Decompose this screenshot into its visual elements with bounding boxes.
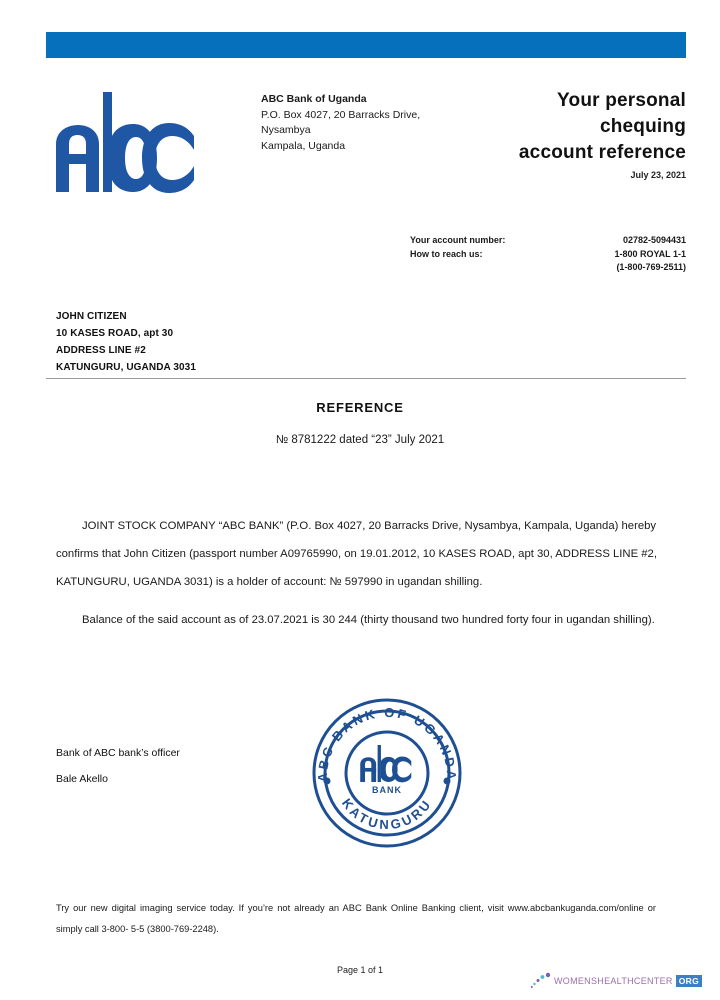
footer-note: Try our new digital imaging service today. If you’re not already an ABC Bank Online Banking client, visit www.abcbankuganda.com/online or simply call 3-800- 5-5 (3800-769-2248). [56, 903, 656, 934]
recipient-line-2: ADDRESS LINE #2 [56, 345, 146, 356]
stamp-bottom-arc-text: KATUNGURU [338, 795, 436, 833]
account-number-label: Your account number: [410, 235, 506, 245]
recipient-name: JOHN CITIZEN [56, 311, 127, 322]
bank-address-line-1: P.O. Box 4027, 20 Barracks Drive, [261, 108, 421, 121]
reach-us-row [410, 248, 686, 262]
watermark-badge: ORG [676, 975, 702, 987]
officer-title: Bank of ABC bank’s officer [56, 747, 180, 759]
watermark-text: WOMENSHEALTHCENTER [553, 976, 673, 986]
body-paragraph-1: JOINT STOCK COMPANY “ABC BANK” (P.O. Box 4027, 20 Barracks Drive, Nysambya, Kampala, Uganda) hereby confirms that John Citizen (passport number A09765990, on 19.01.2012, 10 KASES ROAD, apt 30, ADDRESS LINE #2, KATUNGURU, UGANDA 3031) is a holder of account: № 597990 in ugandan shilling. [56, 520, 657, 588]
page-number: Page 1 of 1 [336, 965, 384, 975]
document-title-line-1: Your personal [557, 90, 686, 111]
svg-text:ABC BANK OF UGANDA [315, 705, 459, 783]
officer-name: Bale Akello [56, 773, 108, 785]
stamp-top-arc-text: ABC BANK OF UGANDA [314, 704, 460, 783]
bank-stamp-icon [305, 693, 469, 853]
bank-address-line-2: Nysambya [261, 124, 311, 136]
header-divider [46, 378, 686, 379]
reference-heading: REFERENCE [316, 400, 404, 415]
signature-block [56, 740, 180, 792]
bank-name: ABC Bank of Uganda [261, 93, 367, 105]
reach-us-label: How to reach us: [410, 248, 483, 259]
account-number-row [410, 234, 686, 248]
recipient-address-block [56, 308, 196, 376]
watermark-dots-icon [530, 972, 552, 990]
issue-date: July 23, 2021 [630, 170, 686, 180]
abc-bank-logo-icon [50, 92, 200, 197]
account-number-value: 02782-5094431 [622, 235, 686, 245]
document-body [56, 512, 680, 634]
body-paragraph-2: Balance of the said account as of 23.07.2021 is 30 244 (thirty thousand two hundred forty four in ugandan shilling). [82, 614, 655, 626]
bank-address-line-3: Kampala, Uganda [261, 139, 346, 152]
reach-us-value: 1-800 ROYAL 1-1 [614, 248, 686, 259]
document-title-block [426, 88, 686, 180]
recipient-line-3: KATUNGURU, UGANDA 3031 [56, 362, 196, 373]
header-accent-bar [46, 32, 686, 58]
site-watermark [530, 970, 702, 992]
reach-us-alt-number: (1-800-769-2511) [616, 262, 686, 272]
document-title-line-2: chequing [599, 116, 686, 137]
document-title-line-3: account reference [518, 142, 686, 163]
account-info-block [410, 234, 686, 275]
recipient-line-1: 10 KASES ROAD, apt 30 [56, 328, 174, 339]
stamp-center-label: BANK [372, 785, 402, 795]
reference-subheading: № 8781222 dated “23” July 2021 [275, 434, 445, 446]
